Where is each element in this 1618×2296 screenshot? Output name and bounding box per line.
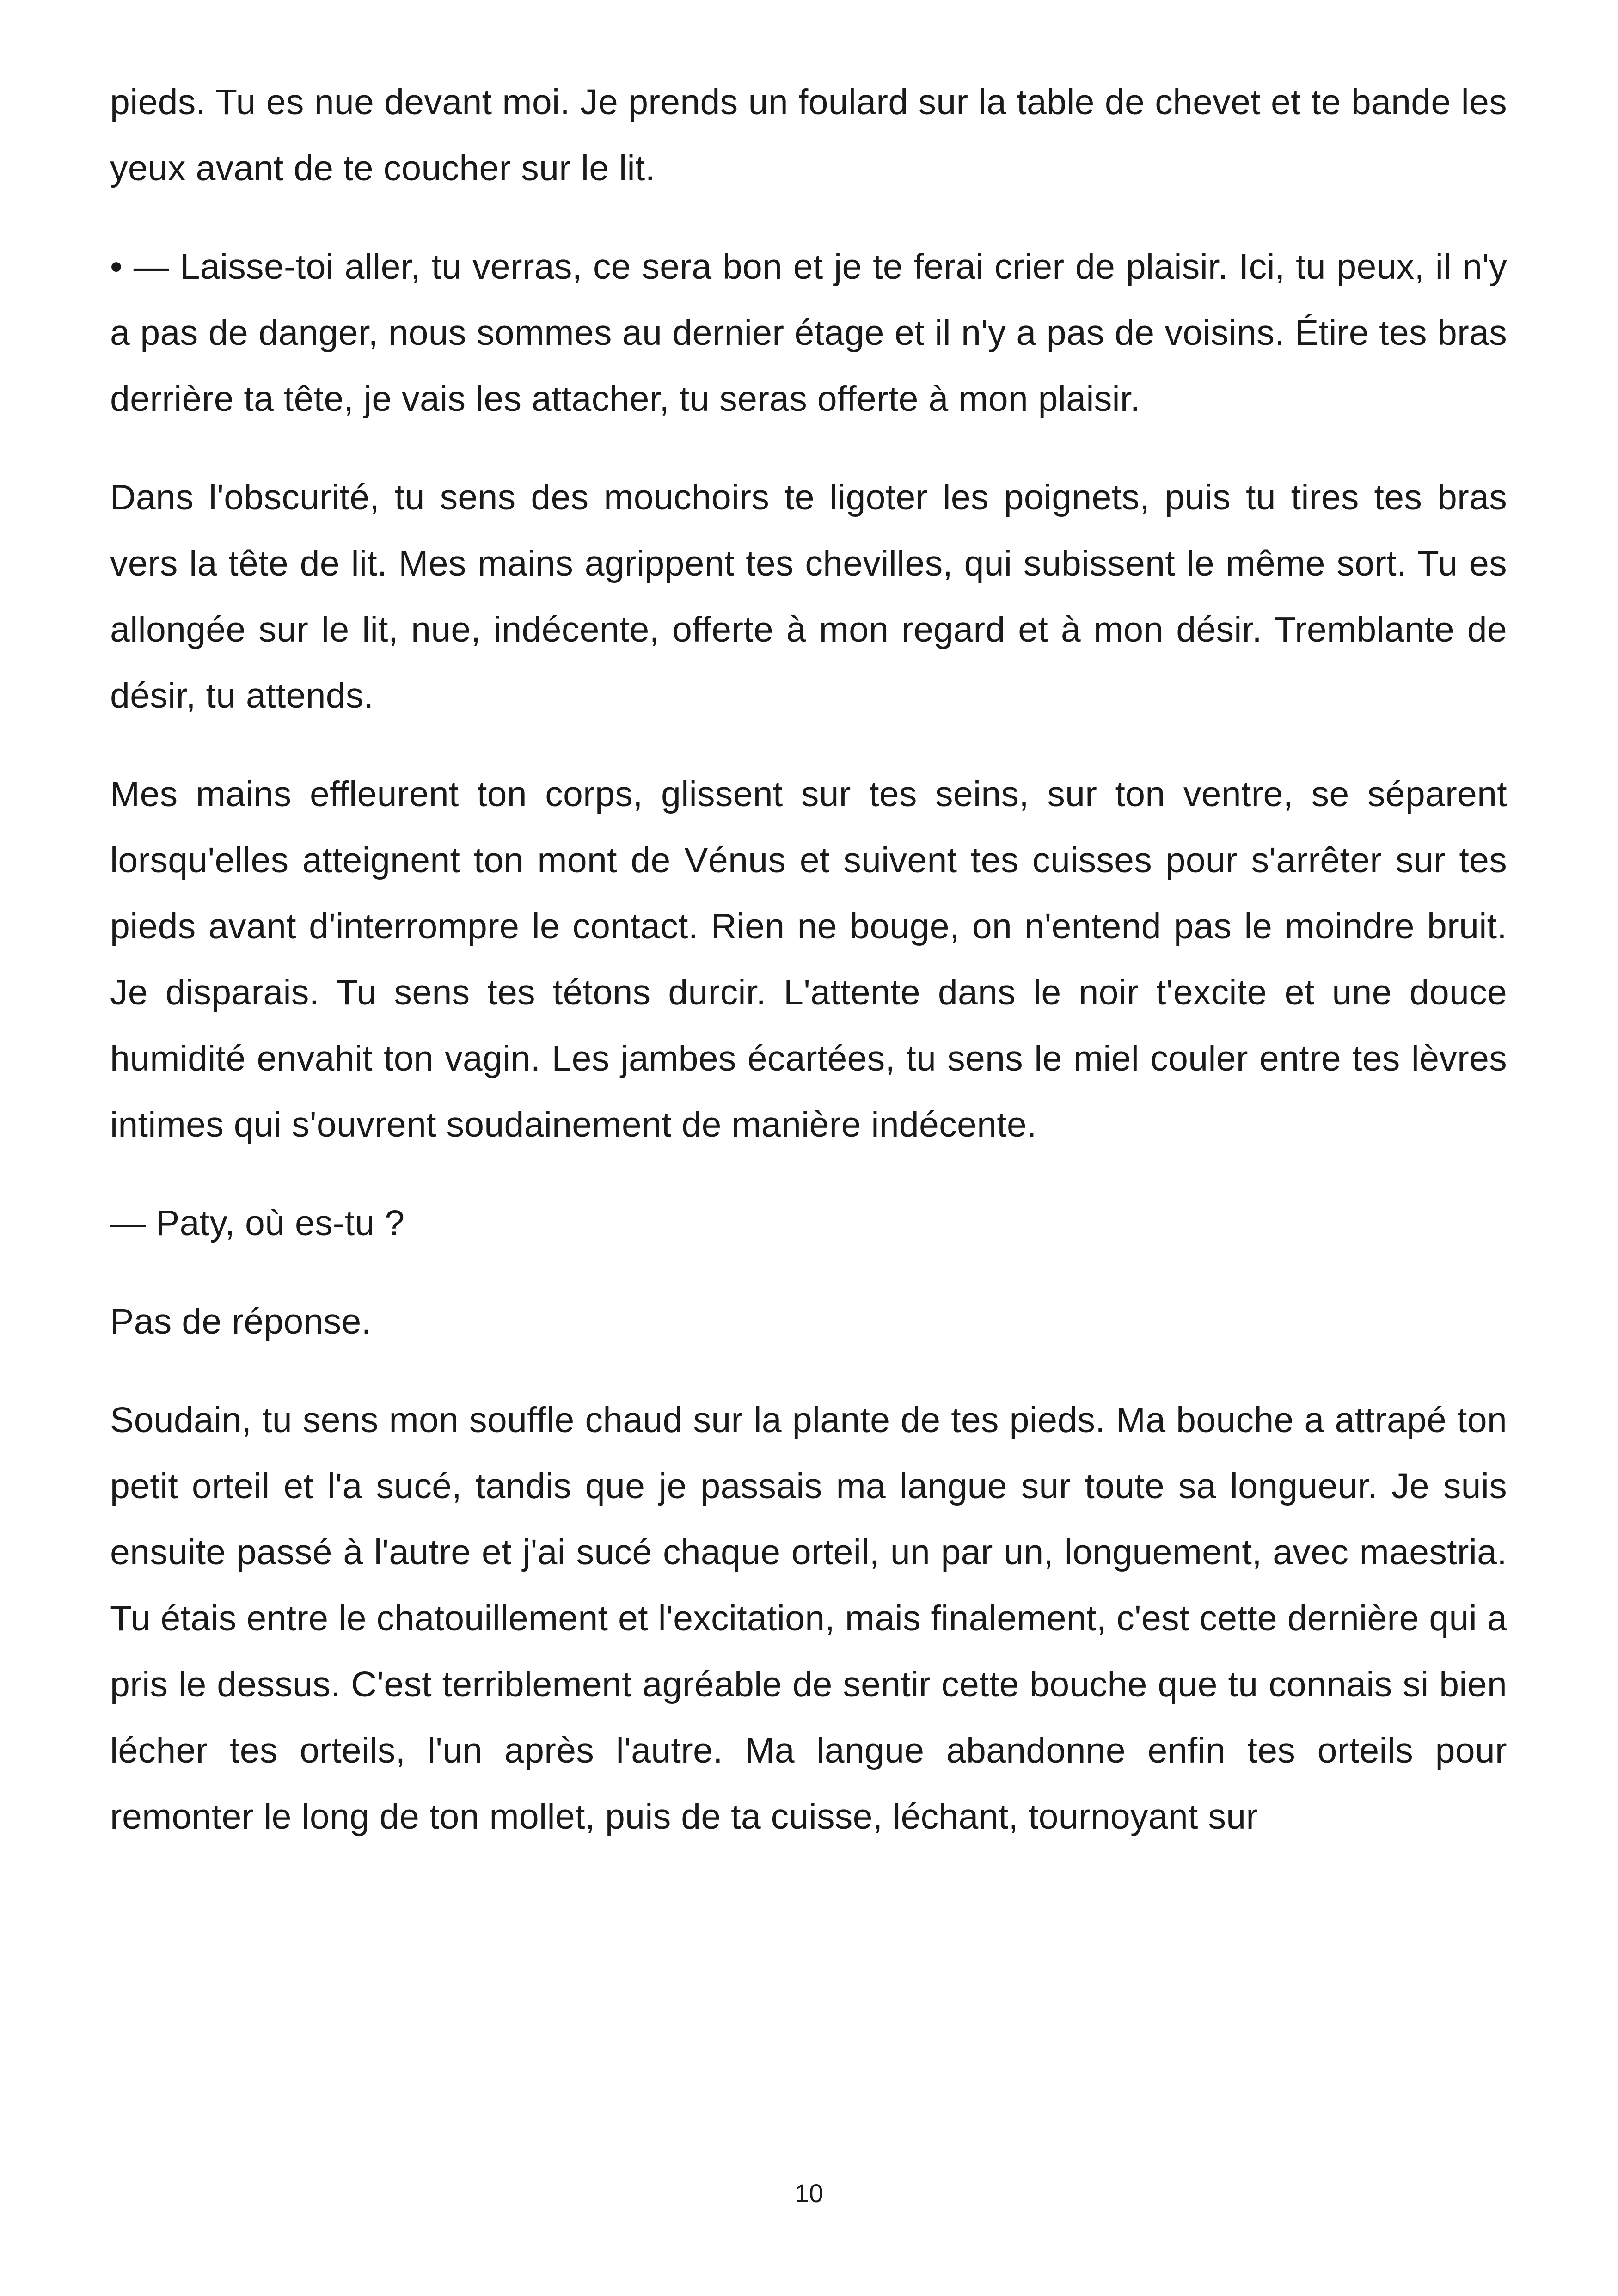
paragraph: Dans l'obscurité, tu sens des mouchoirs te ligoter les poignets, puis tu tires tes bras vers la tête de lit. Mes mains agrippent tes chevilles, qui subissent le même sort. Tu es allongée sur le lit, nue, indécente, offerte à mon regard et à mon désir. Tremblante de désir, tu attends. xyxy=(110,478,1507,716)
paragraph: Pas de réponse. xyxy=(110,1302,372,1341)
page-body xyxy=(110,69,1507,1850)
paragraph: — Paty, où es-tu ? xyxy=(110,1203,405,1243)
paragraph: Mes mains effleurent ton corps, glissent sur tes seins, sur ton ventre, se séparent lorsqu'elles atteignent ton mont de Vénus et suivent tes cuisses pour s'arrêter sur tes pieds avant d'interrompre le contact. Rien ne bouge, on n'entend pas le moindre bruit. Je disparais. Tu sens tes tétons durcir. L'attente dans le noir t'excite et une douce humidité envahit ton vagin. Les jambes écartées, tu sens le miel couler entre tes lèvres intimes qui s'ouvrent soudainement de manière indécente. xyxy=(110,774,1507,1145)
paragraph: • — Laisse-toi aller, tu verras, ce sera bon et je te ferai crier de plaisir. Ici, tu peux, il n'y a pas de danger, nous sommes au dernier étage et il n'y a pas de voisins. Étire tes bras derrière ta tête, je vais les attacher, tu seras offerte à mon plaisir. xyxy=(110,247,1507,419)
page-number: 10 xyxy=(794,2179,824,2208)
paragraph: Soudain, tu sens mon souffle chaud sur la plante de tes pieds. Ma bouche a attrapé ton petit orteil et l'a sucé, tandis que je passais ma langue sur toute sa longueur. Je suis ensuite passé à l'autre et j'ai sucé chaque orteil, un par un, longuement, avec maestria. Tu étais entre le chatouillement et l'excitation, mais finalement, c'est cette dernière qui a pris le dessus. C'est terriblement agréable de sentir cette bouche que tu connais si bien lécher tes orteils, l'un après l'autre. Ma langue abandonne enfin tes orteils pour remonter le long de ton mollet, puis de ta cuisse, léchant, tournoyant sur xyxy=(110,1400,1507,1837)
paragraph: pieds. Tu es nue devant moi. Je prends un foulard sur la table de chevet et te bande les yeux avant de te coucher sur le lit. xyxy=(110,82,1507,188)
